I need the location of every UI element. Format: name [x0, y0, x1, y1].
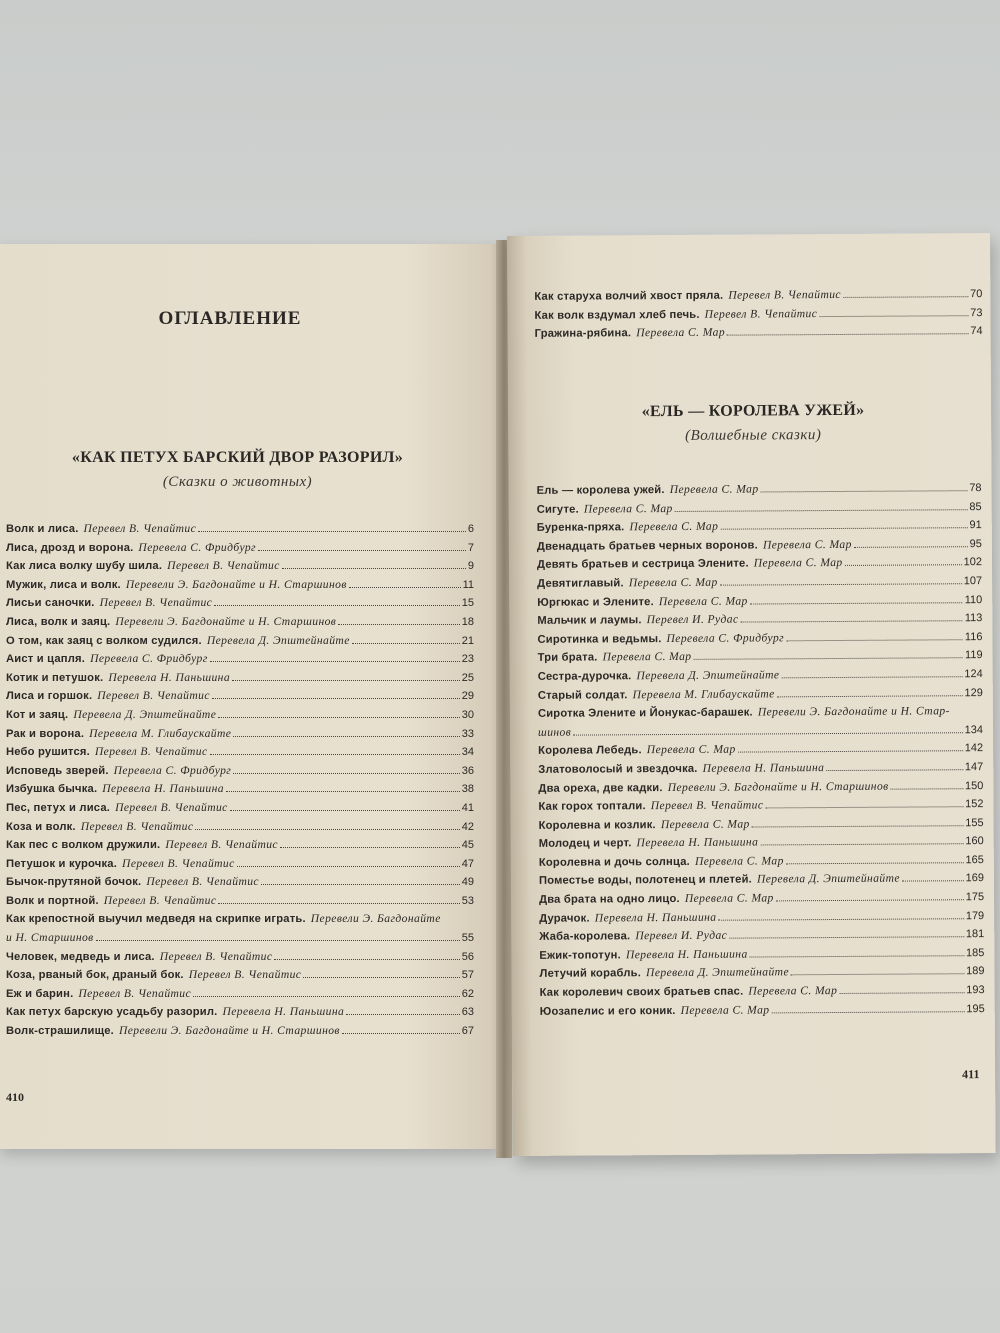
section-subtitle-magic: (Волшебные сказки)	[685, 427, 822, 444]
entry-page-number: 67	[461, 1025, 474, 1038]
entry-page-number: 110	[964, 593, 983, 606]
toc-entry	[535, 322, 983, 343]
entry-page-number: 107	[963, 575, 983, 588]
entry-translator: Перевела С. Мар	[748, 984, 838, 998]
entry-translator: Перевела С. Фридбург	[138, 540, 256, 554]
leader-dots	[771, 1001, 964, 1013]
entry-translator: Перевели Э. Багдонайте и Н. Стар-	[757, 704, 950, 719]
entry-page-number: 160	[965, 835, 984, 848]
entry-title: Котик и петушок.	[6, 671, 104, 684]
entry-title: Девять братьев и сестрица Элените.	[536, 557, 749, 572]
entry-translator: Перевел В. Чепайтис	[94, 745, 208, 759]
entry-translator: Перевела С. Мар	[658, 594, 748, 608]
entry-translator: Перевел В. Чепайтис	[122, 856, 235, 870]
entry-translator: Перевела Н. Паньшина	[625, 947, 748, 962]
toc-entry	[540, 1000, 985, 1021]
entry-page-number: 185	[965, 946, 985, 960]
entry-translator: Перевела С. Мар	[602, 650, 692, 664]
entry-page-number: 155	[965, 816, 984, 829]
entry-page-number: 73	[970, 306, 983, 319]
leader-dots	[727, 323, 968, 335]
entry-translator: Перевела С. Фридбург	[90, 652, 208, 666]
entry-page-number: 62	[461, 987, 474, 1000]
leader-dots	[781, 666, 962, 678]
entry-title: Петушок и курочка.	[6, 857, 118, 870]
entry-title: Как волк вздумал хлеб печь.	[534, 308, 700, 322]
entry-title: Кот и заяц.	[6, 708, 69, 721]
leader-dots	[282, 558, 466, 569]
entry-title: Еж и барин.	[6, 987, 74, 1000]
page-number-left: 410	[6, 1090, 24, 1104]
entry-title: Как крепостной выучил медведя на скрипке играть.	[6, 913, 306, 926]
entry-title: Буренка-пряха.	[536, 521, 625, 535]
entry-translator: Перевел В. Чепайтис	[650, 798, 764, 813]
entry-translator: Перевел В. Чепайтис	[103, 893, 217, 907]
entry-page-number: 181	[965, 928, 985, 941]
leader-dots	[226, 781, 460, 792]
toc-entry	[6, 1022, 474, 1041]
toc-entry	[6, 706, 474, 725]
leader-dots	[826, 759, 963, 771]
page-number-right: 411	[962, 1067, 980, 1082]
entry-title: Два ореха, две кадки.	[538, 781, 663, 795]
toc-entry	[6, 557, 474, 576]
entry-translator: Перевела Д. Эпштейнайте	[206, 633, 350, 647]
toc-entry	[6, 855, 474, 874]
entry-translator: Перевела С. Мар	[694, 854, 784, 868]
entry-page-number: 74	[970, 325, 983, 338]
leader-dots	[738, 741, 963, 753]
leader-dots	[233, 726, 459, 737]
leader-dots	[750, 945, 964, 957]
entry-translator: Перевела М. Глибаускайте	[89, 726, 232, 740]
entry-translator: Перевел В. Чепайтис	[97, 689, 210, 703]
entry-page-number: 56	[461, 950, 474, 963]
entry-page-number: 150	[964, 779, 984, 792]
entry-title: Лисьи саночки.	[6, 597, 95, 610]
entry-translator: Перевел И. Рудас	[646, 612, 739, 627]
entry-page-number: 34	[461, 746, 474, 759]
entry-title: Дурачок.	[539, 912, 590, 925]
entry-page-number: 36	[461, 764, 474, 777]
entry-title: Поместье воды, полотенец и плетей.	[538, 873, 753, 888]
entry-translator: Перевела С. Мар	[684, 891, 774, 905]
entry-title: Коза, рваный бок, драный бок.	[6, 969, 184, 982]
entry-page-number: 129	[964, 686, 983, 699]
entry-translator: Перевела Д. Эпштейнайте	[756, 872, 900, 886]
toc-entry	[6, 725, 474, 744]
entry-translator: Перевел В. Чепайтис	[704, 306, 818, 321]
leader-dots	[675, 499, 968, 512]
toc-entry	[6, 632, 474, 651]
entry-page-number: 147	[964, 761, 984, 774]
entry-title: Волк и портной.	[6, 894, 99, 907]
leader-dots	[352, 633, 460, 644]
toc-entry	[6, 780, 474, 799]
entry-page-number: 47	[461, 857, 474, 870]
entry-title: Небо рушится.	[6, 746, 90, 759]
entry-translator: Перевели Э. Багдонайте и Н. Старшинов	[667, 779, 889, 794]
entry-page-number: 95	[969, 537, 982, 550]
entry-title: Как старуха волчий хвост пряла.	[534, 289, 724, 303]
entry-translator: Перевела С. Мар	[646, 742, 736, 757]
leader-dots	[819, 305, 968, 317]
entry-title: Сиротка Элените и Йонукас-барашек.	[537, 706, 753, 720]
toc-entry	[6, 576, 474, 595]
leader-dots	[280, 837, 460, 848]
entry-title: Как королевич своих братьев спас.	[539, 985, 744, 999]
entry-title: Лиса и горшок.	[6, 690, 93, 703]
entry-title: Старый солдат.	[537, 688, 628, 702]
entry-translator: Перевела М. Глибаускайте	[632, 686, 775, 701]
entry-translator: Перевела С. Фридбург	[113, 763, 232, 777]
toc-list-right	[537, 479, 985, 1021]
entry-title: Сигуте.	[536, 503, 579, 516]
leader-dots	[750, 592, 963, 604]
entry-page-number: 195	[966, 1002, 985, 1015]
entry-translator: Перевели Э. Багдонайте и Н. Старшинов	[118, 1024, 340, 1038]
entry-page-number: 30	[461, 708, 474, 721]
entry-translator: Перевела Н. Паньшина	[222, 1005, 345, 1019]
entry-title: Ель — королева ужей.	[536, 484, 665, 497]
leader-dots	[237, 856, 460, 867]
entry-title: Человек, медведь и лиса.	[6, 950, 155, 963]
entry-translator: Перевел В. Чепайтис	[115, 800, 228, 814]
entry-title: Гражина-рябина.	[534, 327, 632, 341]
toc-entry	[6, 836, 474, 855]
leader-dots	[854, 536, 968, 548]
toc-entry	[6, 1003, 474, 1022]
entry-translator: Перевел В. Чепайтис	[167, 559, 280, 573]
toc-entry	[6, 650, 474, 669]
entry-page-number: 63	[461, 1006, 474, 1019]
entry-title: Как пес с волком дружили.	[6, 839, 161, 852]
toc-entry	[6, 520, 474, 539]
entry-page-number: 169	[965, 872, 984, 885]
entry-page-number: 33	[461, 727, 474, 740]
entry-translator: Перевел В. Чепайтис	[80, 819, 194, 833]
entry-page-number: 179	[965, 909, 985, 922]
entry-title: Пес, петух и лиса.	[6, 801, 111, 814]
entry-page-number: 41	[461, 801, 474, 814]
entry-title: Рак и ворона.	[6, 727, 85, 740]
toc-entry	[6, 687, 474, 706]
toc-entry	[6, 762, 474, 781]
toc-list-left	[6, 520, 474, 1041]
leader-dots	[839, 982, 964, 994]
entry-title: Как петух барскую усадьбу разорил.	[6, 1006, 218, 1019]
entry-translator: Перевела Н. Паньшина	[594, 910, 717, 925]
entry-page-number: 124	[964, 668, 983, 681]
entry-page-number: 134	[964, 723, 984, 736]
entry-title: Лиса, дрозд и ворона.	[6, 541, 134, 554]
leader-dots	[214, 595, 460, 606]
entry-page-number: 53	[461, 894, 474, 907]
entry-translator: Перевели Э. Багдонайте и Н. Старшинов	[125, 577, 347, 591]
entry-translator: Перевела С. Мар	[629, 519, 719, 534]
entry-page-number: 70	[970, 288, 983, 301]
leader-dots	[752, 815, 964, 827]
entry-page-number: 175	[965, 891, 985, 904]
leader-dots	[210, 651, 460, 662]
entry-page-number: 42	[461, 820, 474, 833]
toc-heading: ОГЛАВЛЕНИЕ	[158, 308, 302, 329]
toc-entry	[6, 948, 474, 967]
open-book	[0, 236, 1000, 1176]
entry-title: Сиротинка и ведьмы.	[537, 632, 662, 646]
leader-dots	[274, 949, 459, 960]
entry-page-number: 15	[461, 597, 474, 610]
entry-page-number: 55	[461, 932, 474, 945]
entry-title: Коза и волк.	[6, 820, 76, 833]
entry-page-number: 91	[969, 519, 982, 532]
entry-translator: Перевели Э. Багдонайте	[310, 912, 441, 926]
entry-translator: Перевела С. Мар	[628, 575, 718, 590]
toc-entry	[6, 873, 474, 892]
entry-page-number: 165	[965, 853, 984, 867]
toc-entry	[6, 594, 474, 613]
entry-title: Как горох топтали.	[538, 800, 646, 813]
entry-title: О том, как заяц с волком судился.	[6, 634, 202, 647]
entry-page-number: 189	[966, 965, 985, 978]
entry-page-number: 102	[963, 556, 983, 569]
entry-translator: Перевела Д. Эпштейнайте	[73, 707, 217, 721]
entry-translator: Перевел В. Чепайтис	[188, 968, 302, 982]
leader-dots	[720, 573, 962, 585]
entry-translator: Перевел В. Чепайтис	[78, 986, 192, 1000]
leader-dots	[346, 1004, 460, 1015]
entry-title: Юргюкас и Элените.	[537, 595, 654, 609]
entry-title: Волк и лиса.	[6, 523, 79, 535]
entry-page-number: 11	[462, 578, 474, 591]
entry-page-number: 9	[467, 560, 474, 573]
toc-list-right-top	[534, 285, 982, 344]
entry-title: Аист и цапля.	[6, 653, 86, 666]
entry-title: Летучий корабль.	[539, 967, 642, 981]
leader-dots	[760, 834, 963, 846]
leader-dots	[96, 930, 460, 941]
entry-title: Лиса, волк и заяц.	[6, 615, 111, 628]
leader-dots	[777, 685, 963, 697]
leader-dots	[693, 648, 963, 661]
entry-page-number: 21	[461, 634, 474, 647]
entry-translator-continuation: шинов	[537, 725, 572, 739]
entry-translator: Перевел И. Рудас	[635, 928, 728, 943]
toc-entry	[6, 892, 474, 911]
toc-entry-continuation	[6, 929, 474, 948]
leader-dots	[791, 964, 964, 976]
entry-translator: Перевел В. Чепайтис	[728, 287, 841, 302]
entry-page-number: 142	[964, 742, 984, 755]
leader-dots	[198, 521, 466, 532]
entry-translator: Перевела С. Мар	[660, 817, 750, 831]
leader-dots	[193, 986, 460, 997]
entry-title: Как лиса волку шубу шила.	[6, 560, 163, 573]
entry-page-number: 57	[461, 969, 474, 982]
leader-dots	[230, 800, 460, 811]
entry-page-number: 116	[964, 630, 983, 643]
leader-dots	[718, 908, 963, 920]
entry-page-number: 23	[461, 653, 474, 666]
section-title-magic: «ЕЛЬ — КОРОЛЕВА УЖЕЙ»	[641, 401, 865, 421]
toc-entry	[6, 613, 474, 632]
entry-title: Юозапелис и его коник.	[539, 1004, 676, 1018]
left-page	[0, 244, 505, 1149]
toc-entry	[538, 702, 983, 723]
right-page	[507, 233, 996, 1156]
leader-dots	[218, 707, 460, 718]
entry-translator: Перевела С. Мар	[753, 556, 843, 570]
section-subtitle-animals: (Сказки о животных)	[162, 474, 313, 490]
entry-page-number: 152	[965, 798, 984, 811]
leader-dots	[210, 744, 460, 755]
entry-page-number: 78	[969, 482, 982, 495]
entry-translator-continuation: и Н. Старшинов	[6, 931, 94, 945]
leader-dots	[720, 517, 967, 530]
leader-dots	[338, 614, 460, 625]
toc-entry	[6, 669, 474, 688]
entry-title: Королевна и дочь солнца.	[538, 855, 690, 869]
entry-translator: Перевела С. Мар	[680, 1003, 770, 1017]
toc-entry	[6, 539, 474, 558]
leader-dots	[786, 852, 964, 864]
entry-translator: Перевела Н. Паньшина	[108, 670, 231, 684]
leader-dots	[195, 819, 459, 830]
entry-translator: Перевела С. Мар	[636, 325, 726, 340]
toc-entry	[6, 743, 474, 762]
leader-dots	[342, 1023, 460, 1034]
section-title-animals: «КАК ПЕТУХ БАРСКИЙ ДВОР РАЗОРИЛ»	[71, 449, 404, 466]
leader-dots	[349, 577, 461, 588]
entry-title: Жаба-королева.	[539, 930, 631, 944]
entry-title: Сестра-дурочка.	[537, 670, 632, 683]
entry-translator: Перевел В. Чепайтис	[146, 875, 259, 889]
toc-entry	[6, 966, 474, 985]
entry-page-number: 49	[461, 876, 474, 889]
leader-dots	[261, 874, 460, 885]
entry-translator: Перевела Н. Паньшина	[102, 782, 224, 796]
entry-title: Два брата на одно лицо.	[539, 893, 680, 906]
leader-dots	[776, 889, 964, 901]
entry-translator: Перевел В. Чепайтис	[165, 838, 278, 852]
entry-title: Три брата.	[537, 651, 598, 665]
leader-dots	[303, 967, 459, 978]
entry-title: Девятиглавый.	[537, 577, 624, 590]
leader-dots	[212, 688, 460, 699]
entry-title: Молодец и черт.	[538, 837, 632, 851]
entry-translator: Перевела Д. Эпштейнайте	[645, 965, 790, 980]
entry-title: Мальчик и лаумы.	[537, 614, 642, 627]
toc-entry	[6, 818, 474, 837]
entry-page-number: 18	[461, 615, 474, 628]
entry-title: Королева Лебедь.	[538, 744, 642, 758]
entry-translator: Перевела Н. Паньшина	[702, 760, 825, 775]
entry-page-number: 119	[964, 649, 983, 662]
entry-translator: Перевела С. Мар	[583, 501, 673, 516]
leader-dots	[902, 871, 964, 882]
leader-dots	[233, 763, 460, 774]
entry-page-number: 6	[467, 523, 474, 535]
entry-title: Волк-страшилище.	[6, 1025, 114, 1038]
entry-translator: Перевел В. Чепайтис	[83, 522, 197, 535]
entry-title: Златоволосый и звездочка.	[538, 762, 698, 776]
entry-page-number: 7	[467, 541, 474, 554]
entry-page-number: 25	[461, 671, 474, 684]
leader-dots	[891, 778, 964, 789]
entry-translator: Перевел В. Чепайтис	[99, 596, 213, 610]
toc-entry	[6, 910, 474, 929]
entry-page-number: 113	[964, 612, 983, 625]
entry-title: Двенадцать братьев черных воронов.	[536, 539, 758, 553]
entry-translator: Перевели Э. Багдонайте и Н. Старшинов	[115, 614, 337, 628]
entry-title: Мужик, лиса и волк.	[6, 578, 121, 591]
entry-translator: Перевела С. Мар	[762, 537, 852, 552]
leader-dots	[786, 629, 963, 641]
leader-dots	[218, 893, 459, 904]
leader-dots	[258, 540, 466, 551]
entry-translator: Перевела Н. Паньшина	[636, 835, 759, 850]
entry-title: Королевна и козлик.	[538, 818, 656, 832]
entry-title: Избушка бычка.	[6, 783, 98, 796]
leader-dots	[232, 670, 460, 681]
entry-translator: Перевела Д. Эпштейнайте	[636, 668, 780, 683]
entry-page-number: 193	[966, 984, 985, 997]
entry-page-number: 85	[969, 500, 982, 513]
entry-translator: Перевела С. Фридбург	[666, 631, 785, 645]
leader-dots	[843, 286, 968, 298]
entry-title: Бычок-прутяной бочок.	[6, 876, 142, 889]
entry-translator: Перевел В. Чепайтис	[159, 949, 273, 963]
leader-dots	[765, 796, 963, 808]
leader-dots	[761, 480, 968, 492]
entry-page-number: 29	[461, 690, 474, 703]
entry-title: Ежик-топотун.	[539, 949, 621, 962]
entry-translator: Перевела С. Мар	[669, 482, 759, 497]
entry-page-number: 38	[461, 783, 474, 796]
leader-dots	[729, 926, 964, 938]
leader-dots	[740, 610, 962, 622]
entry-title: Исповедь зверей.	[6, 764, 109, 777]
toc-entry	[6, 985, 474, 1004]
leader-dots	[573, 722, 963, 735]
toc-entry	[6, 799, 474, 818]
entry-page-number: 45	[461, 839, 474, 852]
leader-dots	[845, 555, 962, 567]
